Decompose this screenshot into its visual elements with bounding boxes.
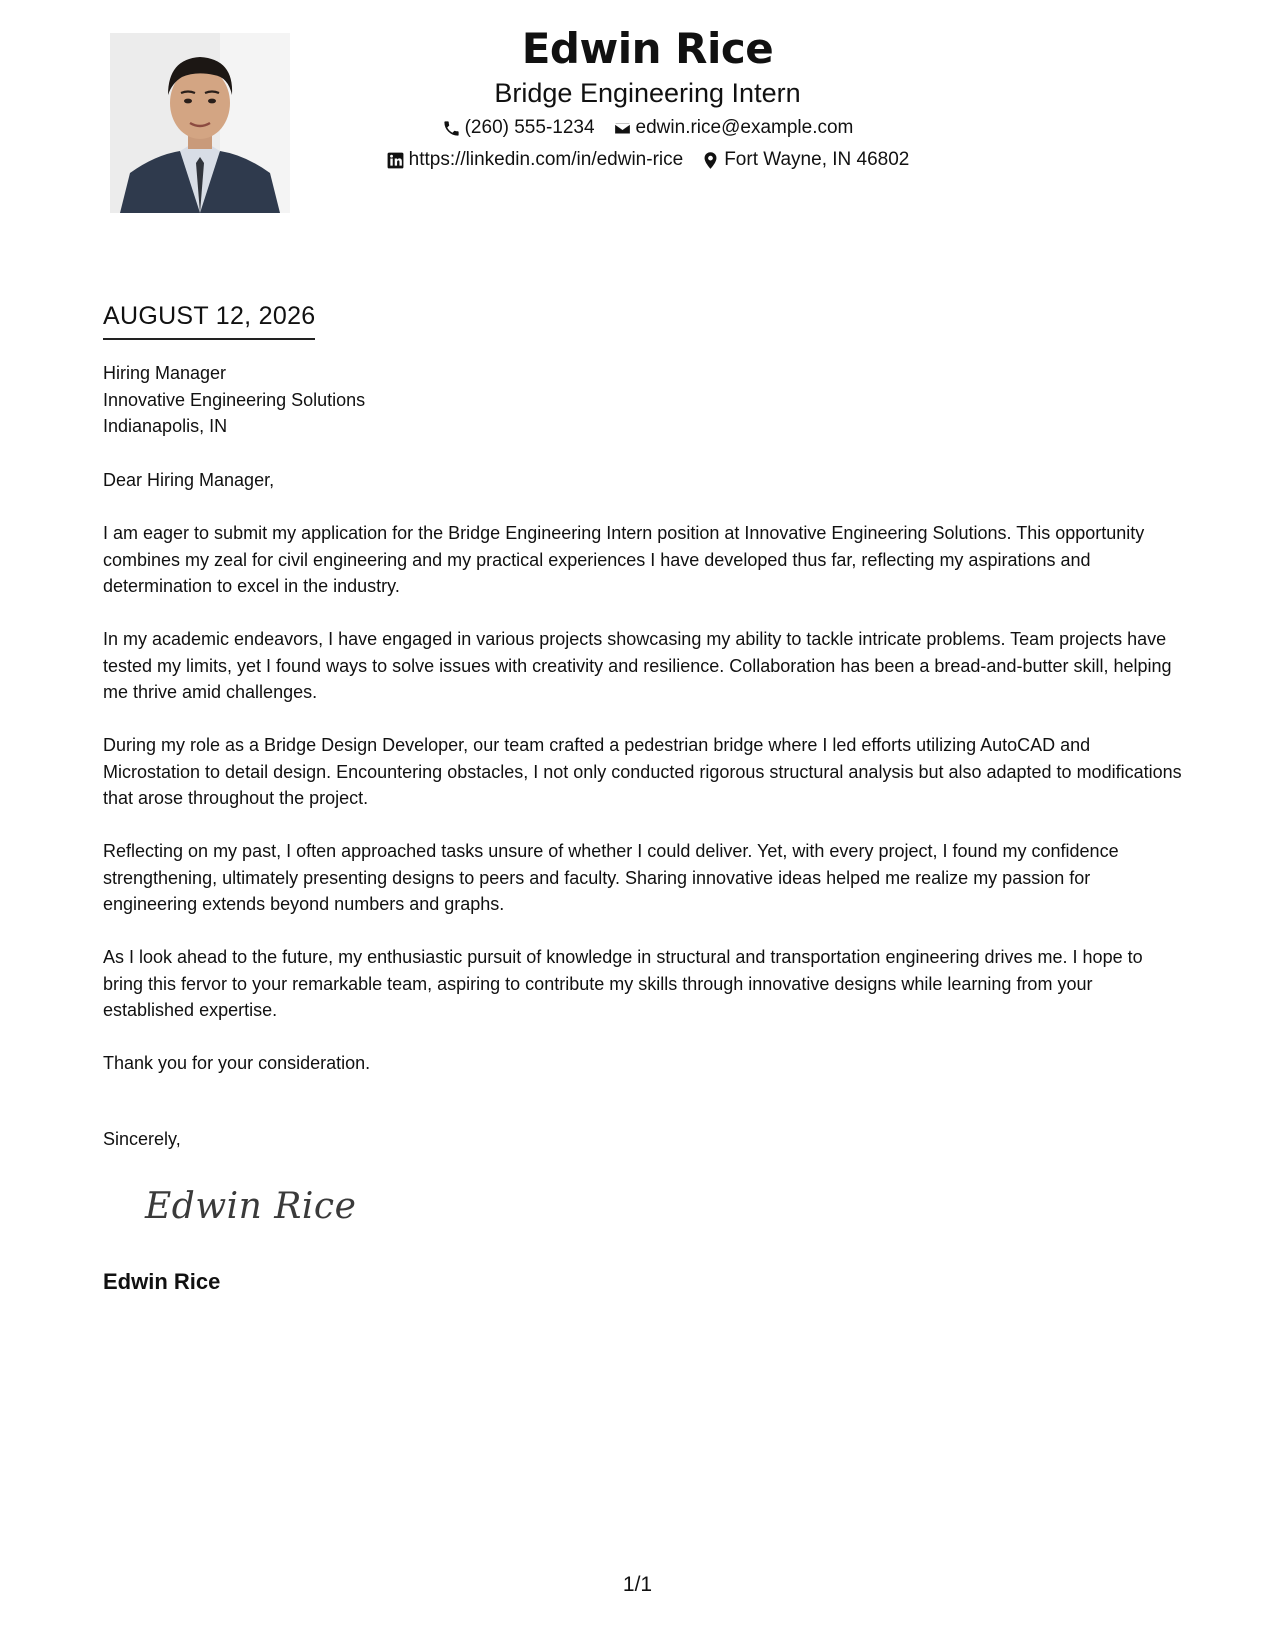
letter-date: AUGUST 12, 2026	[103, 300, 315, 340]
envelope-icon	[613, 119, 632, 138]
applicant-role: Bridge Engineering Intern	[494, 78, 801, 108]
body-paragraph: Reflecting on my past, I often approached tasks unsure of whether I could deliver. Yet, with every project, I found my confidence strengthening, ultimately presenting designs to peers and faculty. Sharing innovative ideas helped me realize my passion for engineering extends beyond numbers and graphs.	[103, 841, 1119, 914]
recipient-company: Innovative Engineering Solutions	[103, 389, 366, 410]
recipient-address	[103, 360, 365, 440]
contact-phone	[442, 116, 595, 140]
map-pin-icon	[701, 151, 720, 170]
page-number: 1/1	[622, 1573, 653, 1596]
profile-photo	[110, 33, 290, 213]
body-paragraph: In my academic endeavors, I have engaged in various projects showcasing my ability to tackle intricate problems. Team projects have tested my limits, yet I found ways to solve issues with creativity and resilience. Collaboration has been a bread-and-butter skill, helping me thrive amid challenges.	[103, 629, 1172, 702]
salutation: Dear Hiring Manager,	[103, 470, 275, 490]
contact-email	[613, 116, 854, 140]
thank-you-line: Thank you for your consideration.	[103, 1053, 371, 1073]
body-paragraph: I am eager to submit my application for the Bridge Engineering Intern position at Innovative Engineering Solutions. This opportunity combines my zeal for civil engineering and my practical experiences I have developed thus far, reflecting my aspirations and determination to excel in the industry.	[103, 523, 1145, 596]
linkedin-text[interactable]: https://linkedin.com/in/edwin-rice	[408, 149, 684, 170]
closing-line: Sincerely,	[103, 1129, 181, 1149]
phone-text[interactable]: (260) 555-1234	[464, 117, 595, 138]
email-text[interactable]: edwin.rice@example.com	[635, 117, 854, 138]
letter-header	[300, 22, 995, 172]
body-paragraph: As I look ahead to the future, my enthusiastic pursuit of knowledge in structural and transportation engineering drives me. I hope to bring this fervor to your remarkable team, aspiring to contribute my skills through innovative designs while learning from your established expertise.	[103, 947, 1143, 1020]
contact-linkedin	[386, 148, 684, 172]
applicant-name: Edwin Rice	[521, 24, 774, 73]
phone-icon	[442, 119, 461, 138]
letter-body	[103, 467, 1183, 1103]
signature: Edwin Rice	[145, 1186, 357, 1227]
date-block	[103, 300, 315, 340]
contact-row-secondary	[300, 148, 995, 172]
location-text: Fort Wayne, IN 46802	[724, 149, 910, 170]
contact-row-primary	[300, 116, 995, 140]
linkedin-icon	[386, 151, 405, 170]
recipient-location: Indianapolis, IN	[103, 416, 228, 436]
signed-name: Edwin Rice	[103, 1269, 221, 1294]
recipient-title: Hiring Manager	[103, 363, 227, 383]
contact-location	[701, 148, 909, 172]
body-paragraph: During my role as a Bridge Design Developer, our team crafted a pedestrian bridge where I led efforts utilizing AutoCAD and Microstation to detail design. Encountering obstacles, I not only conducted rigorous structural analysis but also adapted to modifications that arose throughout the project.	[103, 735, 1182, 808]
